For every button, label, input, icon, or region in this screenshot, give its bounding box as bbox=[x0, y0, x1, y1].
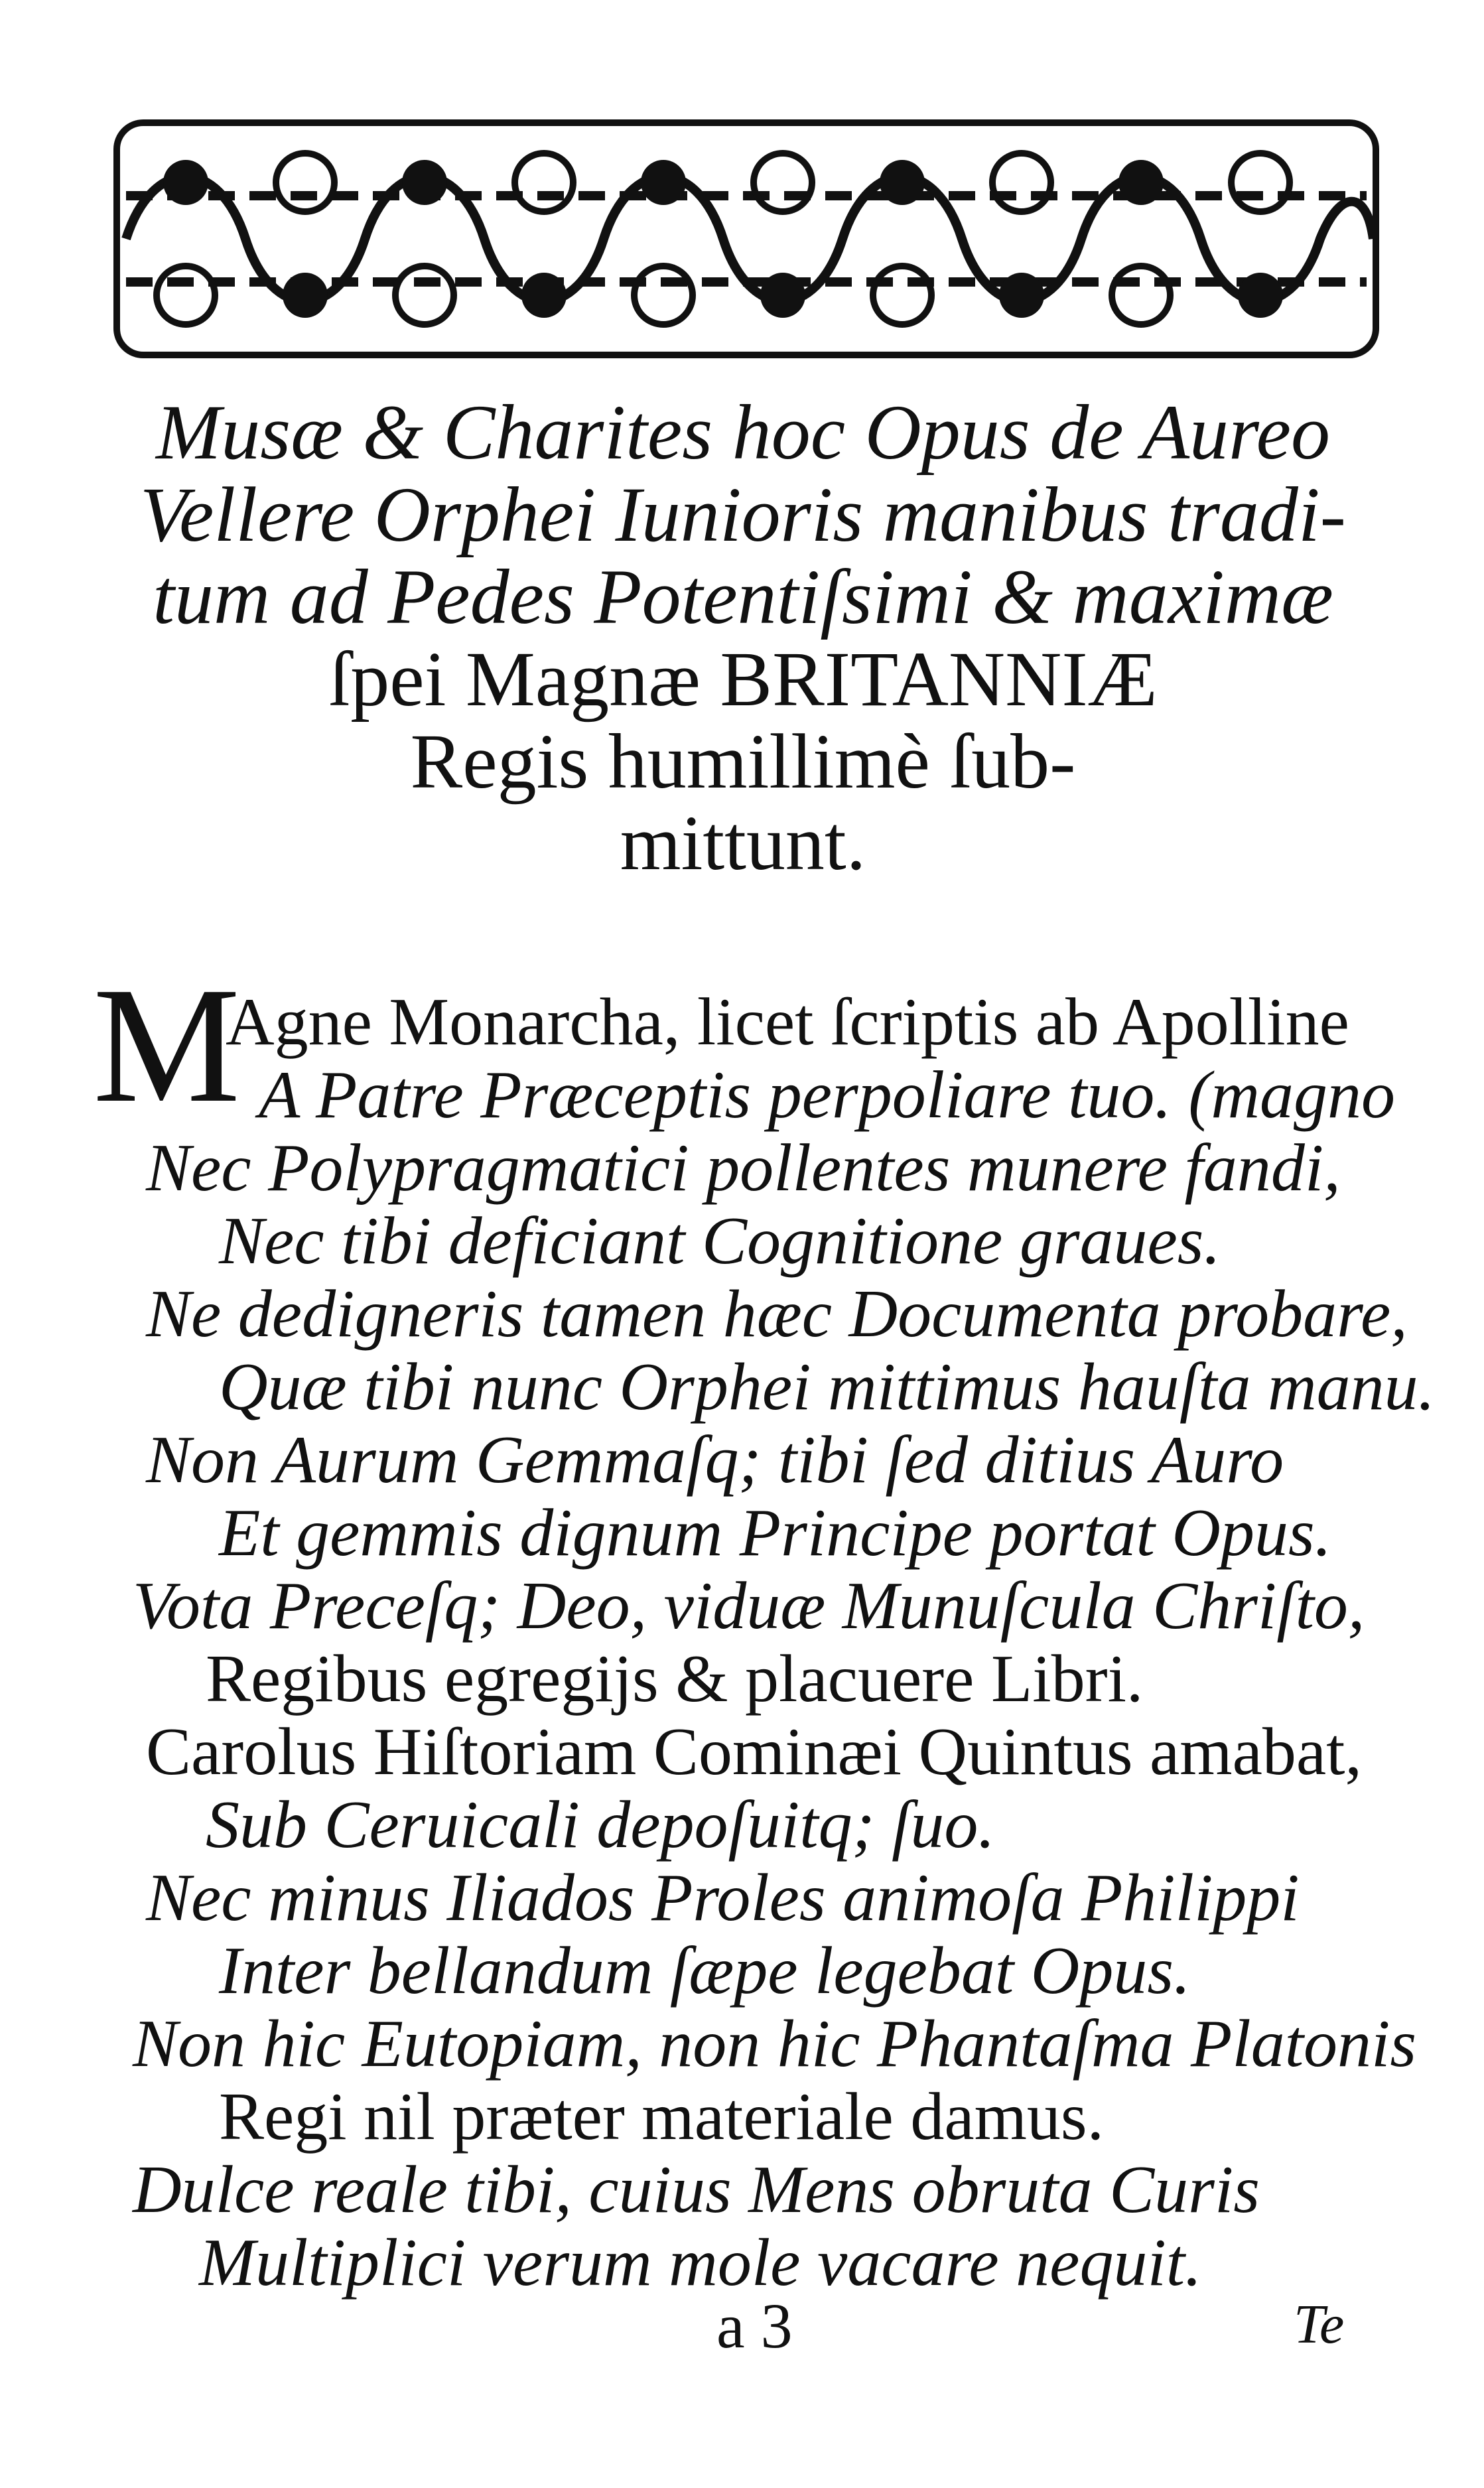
poem-line: Nec minus Iliados Proles animoſa Philippi bbox=[146, 1860, 1300, 1935]
poem-line: Ne dedigneris tamen hæc Documenta probare, bbox=[146, 1277, 1408, 1351]
poem-line: Et gemmis dignum Principe portat Opus. bbox=[219, 1495, 1332, 1570]
poem-line: Sub Ceruicali depoſuitq; ſuo. bbox=[206, 1787, 995, 1862]
poem-line: Nec tibi deficiant Cognitione graues. bbox=[219, 1204, 1221, 1279]
poem-line: Agne Monarcha, licet ſcriptis ab Apolline bbox=[226, 985, 1349, 1060]
drop-cap: M bbox=[93, 953, 241, 1137]
decorative-headpiece-ornament bbox=[113, 116, 1380, 362]
heading-line: tum ad Pedes Potentiſsimi & maximæ bbox=[153, 553, 1333, 640]
poem-line: Regibus egregijs & placuere Libri. bbox=[206, 1641, 1144, 1716]
poem-line: Non Aurum Gemmaſq; tibi ſed ditius Auro bbox=[146, 1422, 1284, 1497]
poem-line: Nec Polypragmatici pollentes munere fandi, bbox=[146, 1131, 1341, 1206]
poem-line: A Patre Præceptis perpoliare tuo. (magno bbox=[259, 1058, 1396, 1133]
heading-line: ſpei Magnæ BRITANNIÆ bbox=[328, 635, 1158, 723]
poem-line: Regi nil præter materiale damus. bbox=[219, 2079, 1105, 2154]
poem-line: Quæ tibi nunc Orphei mittimus hauſta manu. bbox=[219, 1349, 1436, 1424]
poem-line: Inter bellandum ſæpe legebat Opus. bbox=[219, 1933, 1191, 2008]
poem-line: Carolus Hiſtoriam Cominæi Quintus amabat, bbox=[146, 1714, 1363, 1789]
poem-line: Dulce reale tibi, cuius Mens obruta Curis bbox=[133, 2152, 1260, 2227]
signature-mark: a 3 bbox=[716, 2290, 793, 2361]
heading-line: mittunt. bbox=[620, 799, 866, 887]
poem-line: Multiplici verum mole vacare nequit. bbox=[199, 2225, 1202, 2300]
catchword: Te bbox=[1294, 2294, 1345, 2355]
poem-line: Non hic Eutopiam, non hic Phantaſma Platonis bbox=[133, 2006, 1417, 2081]
poem-line: Vota Preceſq; Deo, viduæ Munuſcula Chriſto, bbox=[133, 1568, 1365, 1643]
heading-line: Regis humillimè ſub- bbox=[410, 717, 1076, 805]
heading-line: Vellere Orphei Iunioris manibus tradi- bbox=[140, 470, 1346, 558]
heading-line: Musæ & Charites hoc Opus de Aureo bbox=[156, 389, 1330, 476]
dedication-heading bbox=[80, 389, 1406, 887]
